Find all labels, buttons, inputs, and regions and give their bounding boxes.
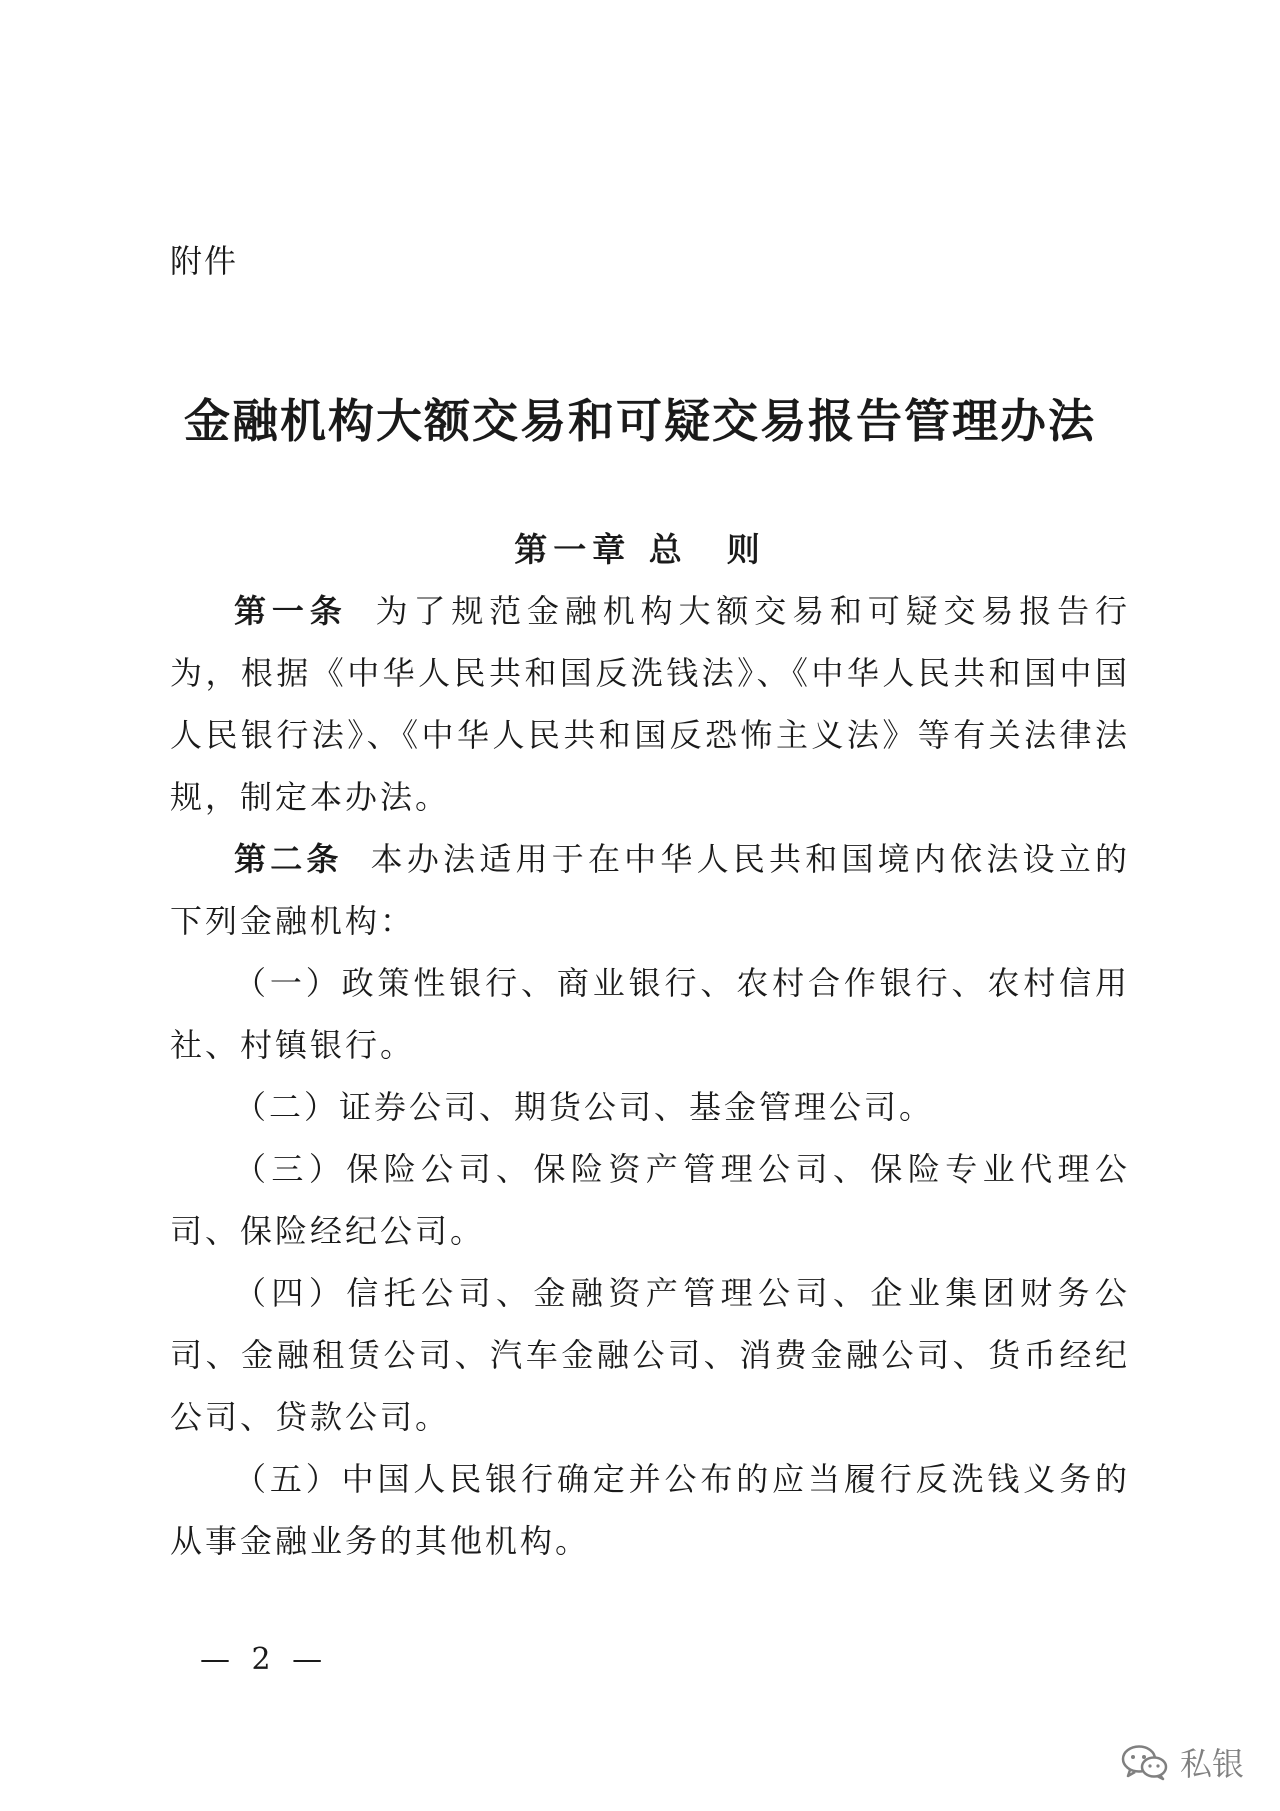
article-2-item-4: （四）信托公司、金融资产管理公司、企业集团财务公司、金融租赁公司、汽车金融公司、消费金融公司、货币经纪公司、贷款公司。 — [170, 1274, 1130, 1436]
article-2-label: 第二条 — [234, 840, 343, 878]
wechat-icon — [1120, 1743, 1170, 1781]
article-1-text: 为了规范金融机构大额交易和可疑交易报告行为，根据《中华人民共和国反洗钱法》、《中华人民共和国中国人民银行法》、《中华人民共和国反恐怖主义法》等有关法律法规，制定本办法。 — [170, 592, 1130, 816]
article-2 — [170, 828, 1130, 952]
article-1 — [170, 580, 1130, 828]
document-body — [170, 580, 1130, 1572]
page-number: — 2 — — [200, 1642, 329, 1677]
attachment-label: 附件 — [170, 242, 239, 280]
watermark — [1120, 1739, 1244, 1785]
article-1-label: 第一条 — [234, 592, 348, 630]
article-2-item-5: （五）中国人民银行确定并公布的应当履行反洗钱义务的从事金融业务的其他机构。 — [170, 1460, 1130, 1560]
chapter-heading: 第一章 总 则 — [514, 530, 766, 569]
article-2-text: 本办法适用于在中华人民共和国境内依法设立的下列金融机构： — [170, 840, 1130, 940]
article-2-item-3: （三）保险公司、保险资产管理公司、保险专业代理公司、保险经纪公司。 — [170, 1150, 1130, 1250]
watermark-text: 私银 — [1179, 1745, 1244, 1783]
article-2-item-1: （一）政策性银行、商业银行、农村合作银行、农村信用社、村镇银行。 — [170, 964, 1130, 1064]
article-2-item-2: （二）证券公司、期货公司、基金管理公司。 — [234, 1088, 935, 1126]
document-title: 金融机构大额交易和可疑交易报告管理办法 — [184, 394, 1096, 448]
